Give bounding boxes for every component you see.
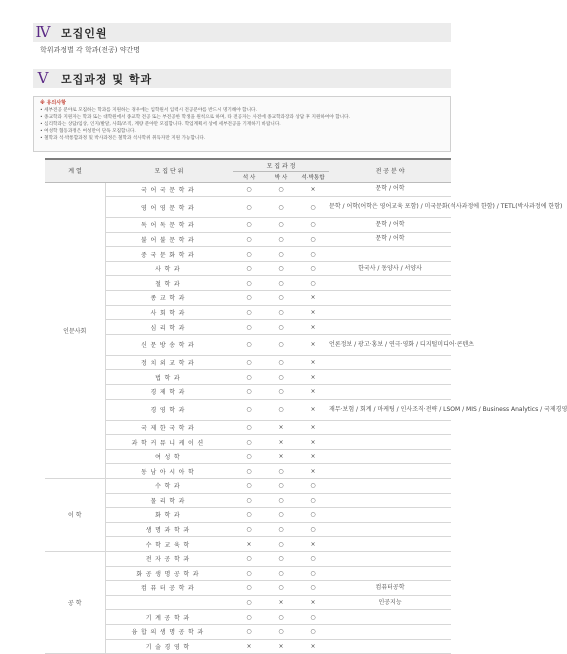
field-category: 공 학 — [45, 551, 105, 653]
doctoral-mark: ○ — [265, 232, 297, 247]
header-unit: 모 집 단 위 — [105, 159, 233, 182]
dept-name: 독어독문학과 — [105, 218, 233, 233]
dept-name: 불어불문학과 — [105, 232, 233, 247]
integrated-mark: ○ — [297, 232, 329, 247]
masters-mark: ○ — [233, 261, 265, 276]
doctoral-mark: ○ — [265, 385, 297, 400]
major-fields — [329, 305, 451, 320]
table-row — [45, 261, 451, 276]
integrated-mark: × — [297, 420, 329, 435]
masters-mark: ○ — [233, 508, 265, 523]
major-fields — [329, 370, 451, 385]
table-row — [45, 449, 451, 464]
major-fields — [329, 435, 451, 450]
major-fields — [329, 385, 451, 400]
major-fields — [329, 479, 451, 494]
masters-mark: ○ — [233, 479, 265, 494]
dept-name: 수학교육학 — [105, 537, 233, 552]
table-row — [45, 232, 451, 247]
major-fields — [329, 537, 451, 552]
doctoral-mark: × — [265, 420, 297, 435]
dept-name: 화학과 — [105, 508, 233, 523]
major-fields — [329, 508, 451, 523]
table-row — [45, 420, 451, 435]
notice-line: • 여성학 협동과정은 여성만이 단독 모집합니다. — [40, 129, 136, 134]
integrated-mark: ○ — [297, 522, 329, 537]
dept-name: 경영학과 — [105, 399, 233, 420]
title-part: 모집과정 — [61, 72, 108, 86]
notice-heading: ※ 유의사항 — [40, 100, 66, 106]
table-row — [45, 370, 451, 385]
integrated-mark: × — [297, 537, 329, 552]
masters-mark: ○ — [233, 305, 265, 320]
doctoral-mark: ○ — [265, 399, 297, 420]
table-row — [45, 624, 451, 639]
doctoral-mark: ○ — [265, 305, 297, 320]
table-row — [45, 537, 451, 552]
major-fields: 문학 / 어학 — [329, 232, 451, 247]
table-row — [45, 595, 451, 610]
header-course: 모 집 과 정 — [233, 159, 329, 171]
major-fields — [329, 247, 451, 262]
table-row — [45, 182, 451, 197]
doctoral-mark: ○ — [265, 537, 297, 552]
table-row — [45, 610, 451, 625]
dept-name: 화공생명공학과 — [105, 566, 233, 581]
section-title: 모집인원 — [61, 26, 108, 40]
masters-mark: ○ — [233, 595, 265, 610]
dept-name: 정치외교학과 — [105, 355, 233, 370]
doctoral-mark: ○ — [265, 320, 297, 335]
dept-name: 종교학과 — [105, 291, 233, 306]
integrated-mark: ○ — [297, 508, 329, 523]
integrated-mark: ○ — [297, 551, 329, 566]
integrated-mark: ○ — [297, 610, 329, 625]
major-fields — [329, 355, 451, 370]
table-row — [45, 276, 451, 291]
doctoral-mark: ○ — [265, 247, 297, 262]
dept-name: 사회학과 — [105, 305, 233, 320]
notice-line: • 종교학과 지원자는 학과 또는 대학원에서 종교학 전공 또는 부전공한 학생을 원칙으로 하며, 타 전공자는 사전에 종교학과장과 상담 후 지원하여야 합니다. — [40, 115, 350, 120]
dept-name: 기술경영학 — [105, 639, 233, 654]
major-fields — [329, 420, 451, 435]
doctoral-mark: ○ — [265, 624, 297, 639]
major-fields — [329, 464, 451, 479]
dept-name: 중국문화학과 — [105, 247, 233, 262]
major-fields — [329, 291, 451, 306]
field-category: 이 학 — [45, 479, 105, 552]
dept-name: 국어국문학과 — [105, 182, 233, 197]
notice-line: • 심리학과는 상담/임상, 인지/발달, 사회/조직, 계량 분야만 모집합니다. 학업계획서 상에 세부전공을 기재하기 바랍니다. — [40, 122, 281, 127]
masters-mark: ○ — [233, 218, 265, 233]
table-row — [45, 320, 451, 335]
major-fields — [329, 624, 451, 639]
integrated-mark: × — [297, 355, 329, 370]
doctoral-mark: ○ — [265, 551, 297, 566]
dept-name: 영어영문학과 — [105, 197, 233, 218]
integrated-mark: ○ — [297, 218, 329, 233]
table-row — [45, 581, 451, 596]
major-fields: 인공지능 — [329, 595, 451, 610]
dept-name: 기계공학과 — [105, 610, 233, 625]
doctoral-mark: ○ — [265, 522, 297, 537]
section-number: Ⅴ — [37, 69, 49, 87]
masters-mark: × — [233, 639, 265, 654]
doctoral-mark: ○ — [265, 276, 297, 291]
major-fields — [329, 551, 451, 566]
section-header-programs — [33, 69, 451, 88]
table-row — [45, 435, 451, 450]
major-fields: 한국사 / 동양사 / 서양사 — [329, 261, 451, 276]
integrated-mark: ○ — [297, 479, 329, 494]
integrated-mark: ○ — [297, 276, 329, 291]
masters-mark: ○ — [233, 522, 265, 537]
doctoral-mark: ○ — [265, 261, 297, 276]
field-category: 인문사회 — [45, 182, 105, 479]
table-row — [45, 464, 451, 479]
table-row — [45, 291, 451, 306]
major-fields — [329, 610, 451, 625]
section-header-recruitment — [33, 23, 451, 42]
integrated-mark: × — [297, 182, 329, 197]
major-fields: 문학 / 어학 — [329, 182, 451, 197]
table-row — [45, 247, 451, 262]
doctoral-mark: ○ — [265, 479, 297, 494]
masters-mark: ○ — [233, 182, 265, 197]
major-fields — [329, 566, 451, 581]
masters-mark: ○ — [233, 420, 265, 435]
header-integrated: 석·박통합 — [297, 171, 329, 182]
doctoral-mark: ○ — [265, 370, 297, 385]
doctoral-mark: × — [265, 595, 297, 610]
integrated-mark: ○ — [297, 581, 329, 596]
major-fields — [329, 493, 451, 508]
integrated-mark: × — [297, 320, 329, 335]
dept-name: 국제한국학과 — [105, 420, 233, 435]
masters-mark: ○ — [233, 276, 265, 291]
section-title — [61, 71, 152, 87]
integrated-mark: ○ — [297, 197, 329, 218]
doctoral-mark: ○ — [265, 464, 297, 479]
doctoral-mark: ○ — [265, 291, 297, 306]
integrated-mark: ○ — [297, 566, 329, 581]
masters-mark: ○ — [233, 320, 265, 335]
doctoral-mark: ○ — [265, 493, 297, 508]
dept-name: 경제학과 — [105, 385, 233, 400]
doctoral-mark: × — [265, 449, 297, 464]
integrated-mark: ○ — [297, 493, 329, 508]
doctoral-mark: ○ — [265, 508, 297, 523]
table-row — [45, 355, 451, 370]
notice-line: • 세부전공 분야로 모집하는 학과를 지원하는 경우에는 입학원서 입력시 전공분야를 반드시 명기해야 합니다. — [40, 108, 257, 113]
doctoral-mark: ○ — [265, 197, 297, 218]
integrated-mark: × — [297, 385, 329, 400]
masters-mark: ○ — [233, 435, 265, 450]
dept-name: 과학커뮤니케이션 — [105, 435, 233, 450]
masters-mark: ○ — [233, 247, 265, 262]
doctoral-mark: ○ — [265, 182, 297, 197]
dept-name: 융합의생명공학과 — [105, 624, 233, 639]
integrated-mark: × — [297, 291, 329, 306]
doctoral-mark: ○ — [265, 355, 297, 370]
table-row — [45, 334, 451, 355]
masters-mark: ○ — [233, 449, 265, 464]
doctoral-mark: ○ — [265, 334, 297, 355]
dept-name: 생명과학과 — [105, 522, 233, 537]
table-row — [45, 479, 451, 494]
masters-mark: ○ — [233, 464, 265, 479]
masters-mark: ○ — [233, 334, 265, 355]
section-number: Ⅳ — [35, 23, 51, 41]
masters-mark: ○ — [233, 291, 265, 306]
masters-mark: ○ — [233, 399, 265, 420]
dept-name: 여성학 — [105, 449, 233, 464]
table-row — [45, 551, 451, 566]
major-fields — [329, 276, 451, 291]
doctoral-mark: ○ — [265, 566, 297, 581]
masters-mark: ○ — [233, 624, 265, 639]
dept-name: 동남아시아학 — [105, 464, 233, 479]
dept-name: 수학과 — [105, 479, 233, 494]
masters-mark: ○ — [233, 566, 265, 581]
table-body — [45, 182, 567, 654]
table-row — [45, 522, 451, 537]
integrated-mark: ○ — [297, 624, 329, 639]
integrated-mark: × — [297, 370, 329, 385]
dept-name: 물리학과 — [105, 493, 233, 508]
major-fields: 재무·보험 / 회계 / 마케팅 / 인사조직·전략 / LSOM / MIS / Business Analytics / 국제경영 — [329, 399, 451, 420]
integrated-mark: × — [297, 449, 329, 464]
table-row — [45, 197, 451, 218]
header-major: 전 공 분 야 — [329, 159, 451, 182]
integrated-mark: × — [297, 639, 329, 654]
major-fields: 문학 / 어학 — [329, 218, 451, 233]
masters-mark: × — [233, 537, 265, 552]
notice-line: • 철학과 석·박통합과정 및 박사과정은 철학과 석사학위 취득자만 지원 가능합니다. — [40, 136, 206, 141]
table-row — [45, 566, 451, 581]
integrated-mark: × — [297, 399, 329, 420]
table-row — [45, 508, 451, 523]
title-part: 학과 — [128, 72, 153, 86]
major-fields — [329, 320, 451, 335]
major-fields — [329, 449, 451, 464]
dept-name: 심리학과 — [105, 320, 233, 335]
doctoral-mark: ○ — [265, 581, 297, 596]
program-table — [45, 158, 567, 654]
doctoral-mark: ○ — [265, 218, 297, 233]
table-row — [45, 305, 451, 320]
integrated-mark: × — [297, 305, 329, 320]
dept-name: 철학과 — [105, 276, 233, 291]
notice-box — [33, 96, 451, 152]
table-header-row — [45, 159, 451, 171]
doctoral-mark: × — [265, 435, 297, 450]
table-row — [45, 399, 451, 420]
major-fields: 문학 / 어학(어학은 영어교육 포함) / 미국문화(석사과정에 한함) / TETL(박사과정에 한함) — [329, 197, 451, 218]
dept-name: 사학과 — [105, 261, 233, 276]
table-row — [45, 493, 451, 508]
masters-mark: ○ — [233, 581, 265, 596]
masters-mark: ○ — [233, 385, 265, 400]
dept-name: 전자공학과 — [105, 551, 233, 566]
major-fields: 컴퓨터공학 — [329, 581, 451, 596]
table-row — [45, 218, 451, 233]
header-field: 계 열 — [45, 159, 105, 182]
dept-name: 컴퓨터공학과 — [105, 581, 233, 596]
integrated-mark: × — [297, 595, 329, 610]
table-row — [45, 385, 451, 400]
masters-mark: ○ — [233, 232, 265, 247]
header-doctoral: 박 사 — [265, 171, 297, 182]
table-row — [45, 639, 451, 654]
dept-name: 신문방송학과 — [105, 334, 233, 355]
major-fields — [329, 639, 451, 654]
dept-name: 법학과 — [105, 370, 233, 385]
masters-mark: ○ — [233, 355, 265, 370]
major-fields: 언론정보 / 광고·홍보 / 연극·영화 / 디지털미디어·콘텐츠 — [329, 334, 451, 355]
integrated-mark: ○ — [297, 261, 329, 276]
doctoral-mark: ○ — [265, 610, 297, 625]
masters-mark: ○ — [233, 197, 265, 218]
integrated-mark: ○ — [297, 247, 329, 262]
major-fields — [329, 522, 451, 537]
masters-mark: ○ — [233, 493, 265, 508]
header-masters: 석 사 — [233, 171, 265, 182]
recruitment-note: 학위과정별 각 학과(전공) 약간명 — [40, 46, 141, 54]
integrated-mark: × — [297, 334, 329, 355]
masters-mark: ○ — [233, 551, 265, 566]
doctoral-mark: × — [265, 639, 297, 654]
title-part: 및 — [112, 72, 124, 86]
integrated-mark: × — [297, 435, 329, 450]
masters-mark: ○ — [233, 370, 265, 385]
dept-name — [105, 595, 233, 610]
integrated-mark: × — [297, 464, 329, 479]
masters-mark: ○ — [233, 610, 265, 625]
